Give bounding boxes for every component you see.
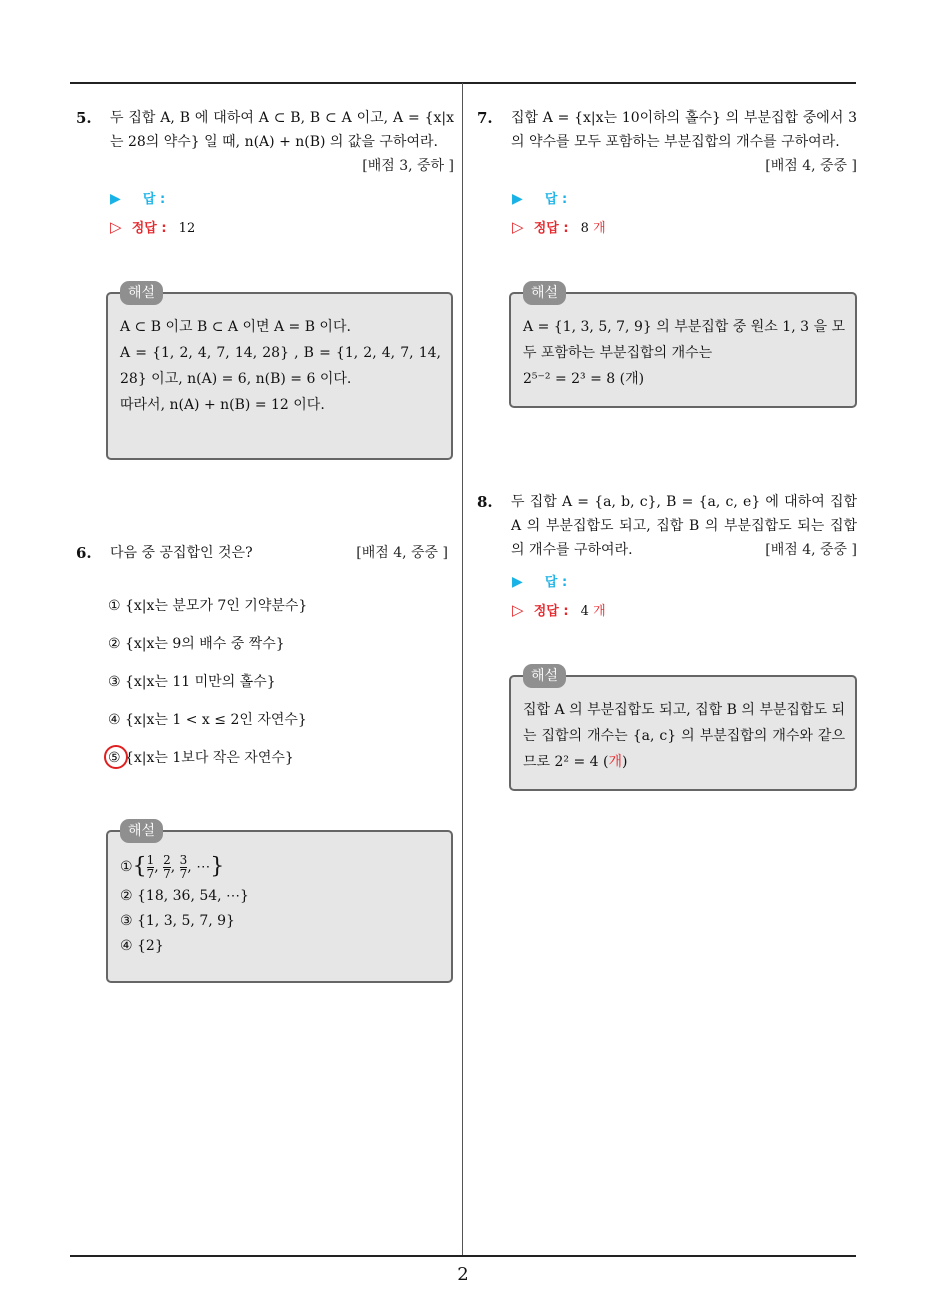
outline-triangle-icon: ▷ (110, 218, 122, 236)
explanation-tag: 해설 (120, 819, 163, 843)
answer-row (512, 572, 567, 593)
outline-triangle-icon: ▷ (512, 218, 524, 236)
play-triangle-icon: ▶ (512, 191, 523, 207)
question-meta: [배점 3, 중하 ] (362, 158, 454, 174)
correct-value: 4 (580, 604, 589, 619)
question-text: 다음 중 공집합인 것은? (110, 545, 253, 561)
question-meta: [배점 4, 중중 ] (765, 158, 857, 174)
correct-unit: 개 (593, 221, 606, 236)
column-divider (462, 83, 463, 1255)
option-5[interactable]: ⑤ {x|x는 1보다 작은 자연수} (108, 750, 294, 766)
option-4[interactable]: ④ {x|x는 1 < x ≤ 2인 자연수} (108, 712, 307, 728)
fraction: $\frac{3}{7}$ (179, 852, 188, 881)
option-1[interactable]: ① {x|x는 분모가 7인 기약분수} (108, 598, 308, 614)
explanation-unit: 개 (608, 754, 622, 770)
answer-label: 답 : (544, 575, 568, 590)
explanation-line: A = {1, 2, 4, 7, 14, 28} , B = {1, 2, 4, 7, 14, 28} 이고, n(A) = 6, n(B) = 6 이다. (120, 345, 441, 387)
play-triangle-icon: ▶ (110, 191, 121, 207)
question-6 (76, 541, 448, 565)
question-number: 8. (477, 493, 493, 511)
question-8 (477, 490, 857, 562)
explanation-line: 2⁵⁻² = 2³ = 8 (개) (523, 371, 645, 387)
page-number: 2 (457, 1264, 469, 1285)
fraction-suffix: , ⋯ (187, 859, 211, 875)
option-2[interactable]: ② {x|x는 9의 배수 중 짝수} (108, 636, 285, 652)
question-5 (76, 106, 454, 178)
question-7 (477, 106, 857, 178)
bottom-rule (70, 1255, 856, 1257)
explanation-tag: 해설 (120, 281, 163, 305)
selected-answer-circle-icon (104, 745, 128, 769)
question-number: 7. (477, 109, 493, 127)
answer-label: 답 : (544, 192, 568, 207)
explanation-tag: 해설 (523, 281, 566, 305)
question-meta: [배점 4, 중중 ] (356, 545, 448, 561)
option-3[interactable]: ③ {x|x는 11 미만의 홀수} (108, 674, 276, 690)
correct-label: 정답 : (533, 604, 569, 619)
correct-label: 정답 : (131, 221, 167, 236)
answer-row (512, 189, 567, 210)
top-rule (70, 82, 856, 84)
explanation-line: 따라서, n(A) + n(B) = 12 이다. (120, 397, 325, 413)
explanation-box (106, 823, 453, 983)
correct-answer-row (512, 217, 606, 239)
explanation-tag: 해설 (523, 664, 566, 688)
correct-value: 8 (580, 221, 589, 236)
play-triangle-icon: ▶ (512, 574, 523, 590)
explanation-line: ④ {2} (120, 938, 164, 954)
explanation-box (106, 285, 453, 460)
correct-label: 정답 : (533, 221, 569, 236)
correct-unit: 개 (593, 604, 606, 619)
question-text: 두 집합 A = {a, b, c}, B = {a, c, e} 에 대하여 집합 A 의 부분집합도 되고, 집합 B 의 부분집합도 되는 집합의 개수를 구하여라. (511, 494, 857, 558)
explanation-text: 집합 A 의 부분집합도 되고, 집합 B 의 부분집합도 되는 집합의 개수는 {a, c} 의 부분집합의 개수와 같으므로 2² = 4 (개) (523, 702, 845, 770)
explanation-line: A = {1, 3, 5, 7, 9} 의 부분집합 중 원소 1, 3 을 모두 포함하는 부분집합의 개수는 (523, 319, 845, 361)
fraction: $\frac{1}{7}$ (146, 852, 155, 881)
question-meta: [배점 4, 중중 ] (765, 542, 857, 558)
fraction: $\frac{2}{7}$ (163, 852, 171, 881)
answer-label: 답 : (142, 192, 166, 207)
question-number: 5. (76, 109, 92, 127)
correct-value: 12 (178, 221, 196, 236)
explanation-line: ③ {1, 3, 5, 7, 9} (120, 913, 235, 929)
question-text: 두 집합 A, B 에 대하여 A ⊂ B, B ⊂ A 이고, A = {x|x는 28의 약수} 일 때, n(A) + n(B) 의 값을 구하여라. (110, 110, 454, 150)
question-text: 집합 A = {x|x는 10이하의 홀수} 의 부분집합 중에서 3 의 약수를 모두 포함하는 부분집합의 개수를 구하여라. (511, 110, 857, 150)
outline-triangle-icon: ▷ (512, 601, 524, 619)
explanation-box (509, 668, 857, 791)
option-1-marker: ① (120, 859, 133, 875)
correct-answer-row (512, 600, 606, 622)
explanation-box (509, 285, 857, 408)
explanation-line: A ⊂ B 이고 B ⊂ A 이면 A = B 이다. (120, 319, 351, 335)
correct-answer-row (110, 217, 195, 239)
question-number: 6. (76, 544, 92, 562)
explanation-line: ①{ $\frac{1}{7}$ , $\frac{2}{7}$ , $\frac{3}{7}$ , ⋯} (120, 852, 225, 881)
explanation-line: ② {18, 36, 54, ⋯} (120, 888, 249, 904)
answer-row (110, 189, 165, 210)
